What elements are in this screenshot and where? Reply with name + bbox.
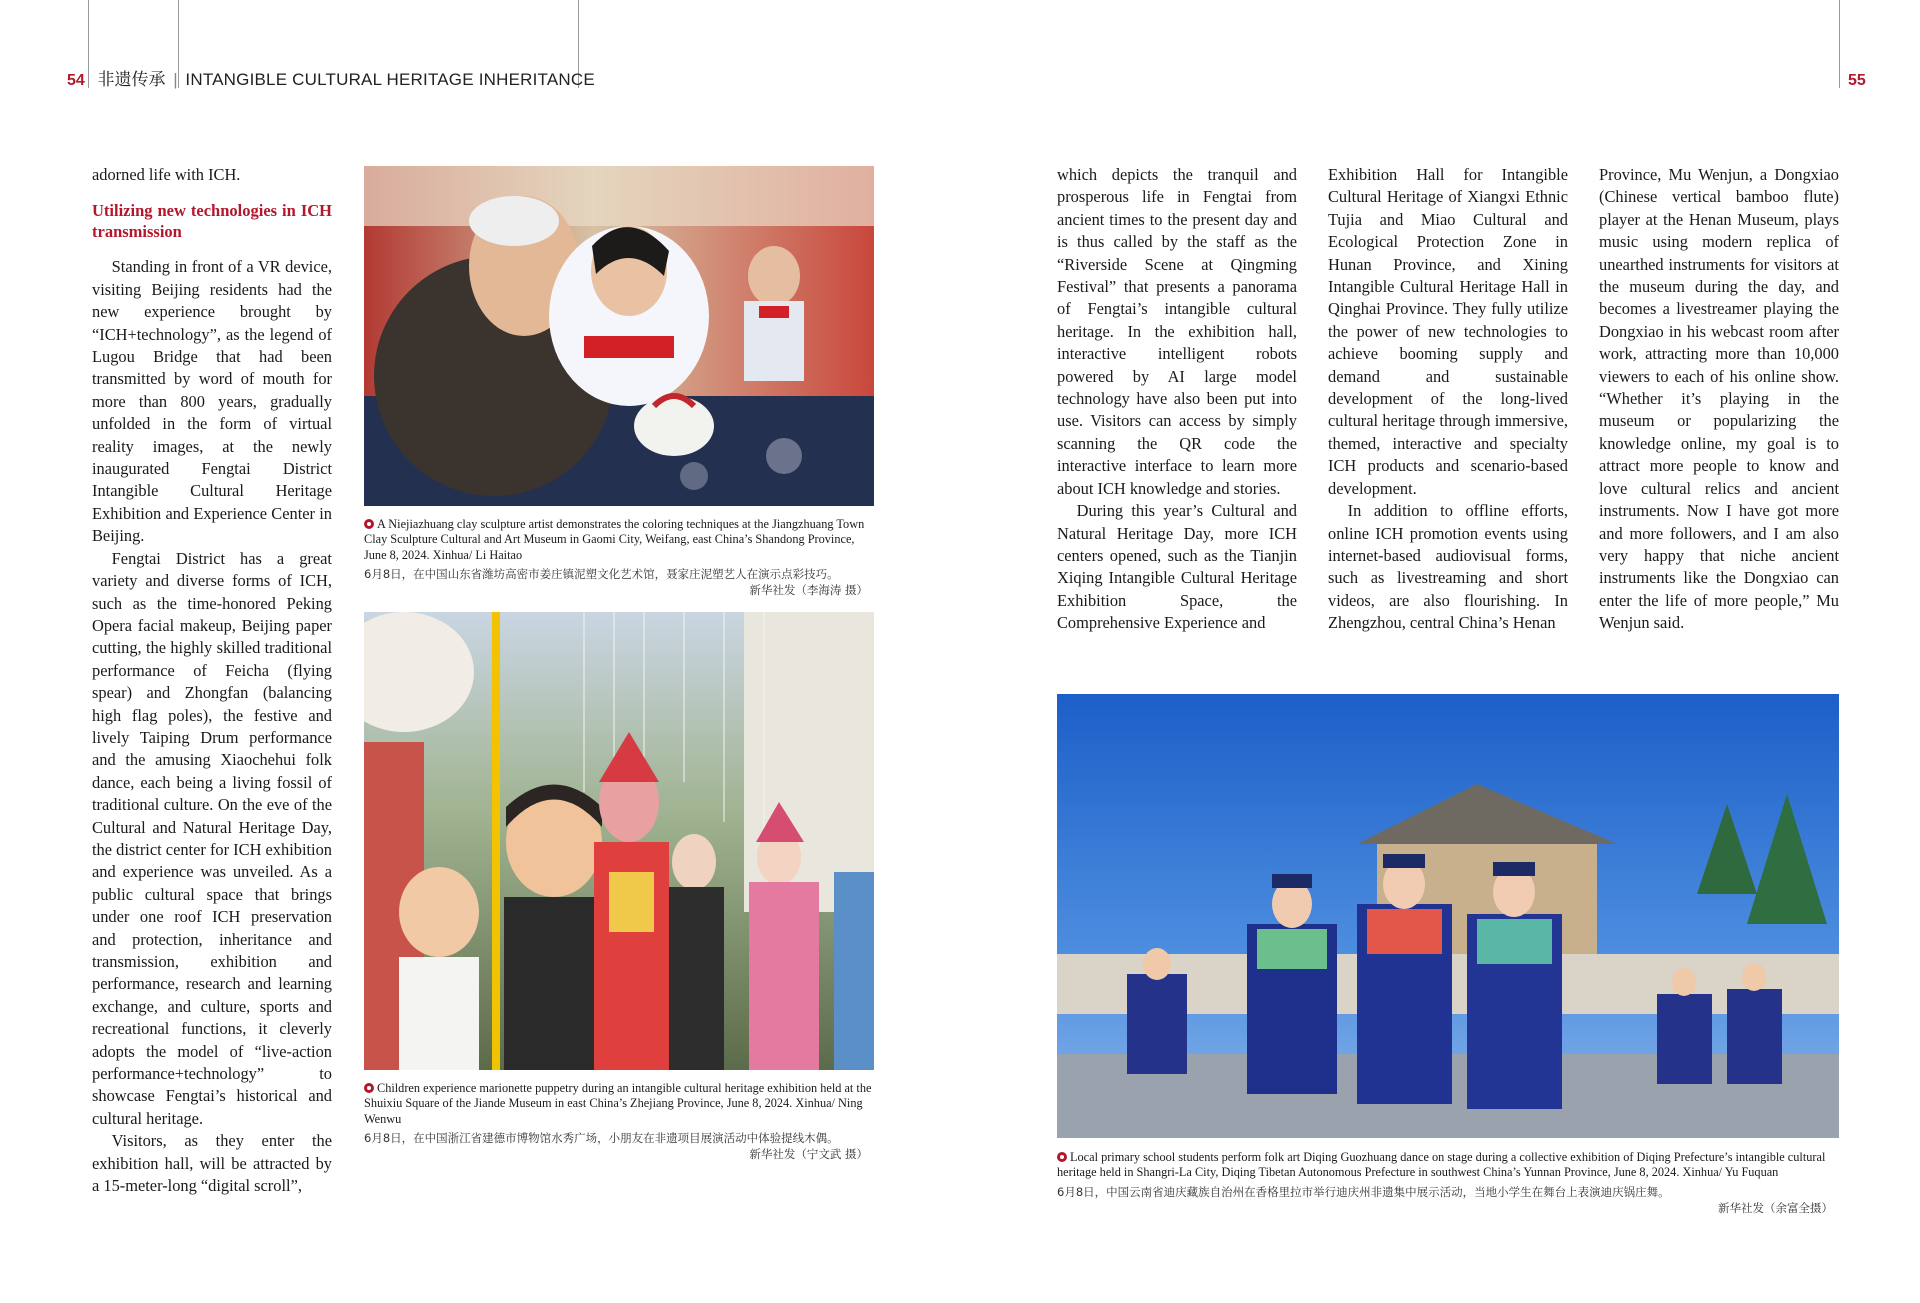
camera-icon <box>364 519 374 529</box>
guozhuang-dance-image <box>1057 694 1839 1138</box>
caption-text-en: Local primary school students perform folk art Diqing Guozhuang dance on stage during a collective exhibition of Diqing Prefecture’s intangible cultural heritage held in Shangri-La City, Diqing Tibetan Autonomous Prefecture in southwest China’s Yunnan Province, June 8, 2024. Xinhua/ Yu Fuquan <box>1057 1150 1826 1180</box>
caption-text-zh: 6月8日，在中国浙江省建德市博物馆水秀广场，小朋友在非遗项目展演活动中体验提线木偶。 <box>364 1131 839 1146</box>
caption-photo-2 <box>364 1081 874 1162</box>
caption-text-en: A Niejiazhuang clay sculpture artist demonstrates the coloring techniques at the Jiangzhuang Town Clay Sculpture Cultural and Art Museum in Gaomi City, Weifang, east China’s Shandong Province, June 8, 2024. Xinhua/ Li Haitao <box>364 517 865 562</box>
paragraph: Fengtai District has a great variety and diverse forms of ICH, such as the time-honored Peking Opera facial makeup, Beijing paper cutting, the highly skilled traditional performance of Feicha (flying spear) and Zhongfan (balancing high flag poles), the festive and lively Taiping Drum performance and the amusing Xiaochehui folk dance, each being a living fossil of traditional culture. On the eve of the Cultural and Natural Heritage Day, the district center for ICH exhibition and experience was unveiled. As a public cultural space that brings under one roof ICH preservation and protection, inheritance and transmission, exhibition and performance, research and learning exchange, and culture, sports and recreational functions, it cleverly adopts the model of “live-action performance+technology” to showcase Fengtai’s historical and cultural heritage. <box>92 548 332 1128</box>
left-header: 54 非遗传承 | INTANGIBLE CULTURAL HERITAGE INHERITANCE <box>67 70 595 90</box>
caption-text-en: Children experience marionette puppetry during an intangible cultural heritage exhibition held at the Shuixiu Square of the Jiande Museum in east China’s Zhejiang Province, June 8, 2024. Xinhua/ Ning Wenwu <box>364 1081 872 1126</box>
paragraph: In addition to offline efforts, online ICH promotion events using internet-based audiovisual forms, such as livestreaming and short videos, are also flourishing. In Zhengzhou, central China’s Henan <box>1328 501 1568 633</box>
marionettes-image <box>364 612 874 1070</box>
page-number-left: 54 <box>67 72 85 89</box>
paragraph: Province, Mu Wenjun, a Dongxiao (Chinese vertical bamboo flute) player at the Henan Museum, plays music using modern replica of unearthed instruments for visitors at the museum during the day, and becomes a livestreamer playing the Dongxiao in his webcast room after work, attracting more than 10,000 viewers to each of his online show. “Whether it’s playing in the museum or popularizing the knowledge online, my goal is to attract more people to know and love cultural relics and ancient instruments. Now I have got more and more followers, and I am also very happy that niche ancient instruments like the Dongxiao can enter the life of more people,” Mu Wenjun said. <box>1599 165 1839 633</box>
text-column-1 <box>92 164 332 1197</box>
section-title-en: INTANGIBLE CULTURAL HERITAGE INHERITANCE <box>185 70 595 89</box>
paragraph: Standing in front of a VR device, visiting Beijing residents had the new experience brought by “ICH+technology”, as the legend of Lugou Bridge that had been transmitted by word of mouth for more than 800 years, gradually unfolded in the form of virtual reality images, at the newly inaugurated Fengtai District Intangible Cultural Heritage Exhibition and Experience Center in Beijing. <box>92 257 332 546</box>
photo-credit: 新华社发（李海涛 摄） <box>749 583 868 598</box>
photo-guozhuang-dance <box>1057 694 1839 1138</box>
text-column-4 <box>1599 164 1839 635</box>
subheading: Utilizing new technologies in ICH transmission <box>92 201 332 242</box>
clay-sculpture-image <box>364 166 874 506</box>
caption-photo-1 <box>364 517 874 598</box>
section-title-cn: 非遗传承 <box>97 70 166 90</box>
page-number-right: 55 <box>1848 72 1866 89</box>
paragraph: Exhibition Hall for Intangible Cultural Heritage of Xiangxi Ethnic Tujia and Miao Cultural and Ecological Protection Zone in Hunan Province, and Xining Intangible Cultural Heritage Hall in Qinghai Province. They fully utilize the power of new technologies to achieve booming supply and demand and sustainable development of the long-lived cultural heritage through immersive, themed, interactive and specialty ICH products and scenario-based development. <box>1328 165 1568 498</box>
text-column-3 <box>1328 164 1568 635</box>
caption-photo-3 <box>1057 1150 1839 1216</box>
paragraph: During this year’s Cultural and Natural Heritage Day, more ICH centers opened, such as the Tianjin Xiqing Intangible Cultural Heritage Exhibition Space, the Comprehensive Experience and <box>1057 501 1297 633</box>
photo-credit: 新华社发（宁文武 摄） <box>749 1147 868 1162</box>
photo-credit: 新华社发（余富全摄） <box>1718 1200 1833 1215</box>
paragraph: which depicts the tranquil and prosperous life in Fengtai from ancient times to the present day and is thus called by the staff as the “Riverside Scene at Qingming Festival” that presents a panorama of Fengtai’s intangible cultural heritage. In the exhibition hall, interactive intelligent robots powered by AI large model technology have also been put into use. Visitors can access by simply scanning the QR code the interactive interface to learn more about ICH knowledge and stories. <box>1057 165 1297 498</box>
right-header <box>1848 70 1866 91</box>
photo-clay-sculpture <box>364 166 874 506</box>
photo-marionettes <box>364 612 874 1070</box>
paragraph: Visitors, as they enter the exhibition hall, will be attracted by a 15-meter-long “digital scroll”, <box>92 1131 332 1196</box>
text-column-2 <box>1057 164 1297 635</box>
lead-paragraph: adorned life with ICH. <box>92 165 241 184</box>
caption-text-zh: 6月8日，在中国山东省潍坊高密市姜庄镇泥塑文化艺术馆，聂家庄泥塑艺人在演示点彩技巧。 <box>364 567 839 582</box>
camera-icon <box>1057 1152 1067 1162</box>
camera-icon <box>364 1083 374 1093</box>
caption-text-zh: 6月8日，中国云南省迪庆藏族自治州在香格里拉市举行迪庆州非遗集中展示活动，当地小学生在舞台上表演迪庆锅庄舞。 <box>1057 1184 1670 1199</box>
